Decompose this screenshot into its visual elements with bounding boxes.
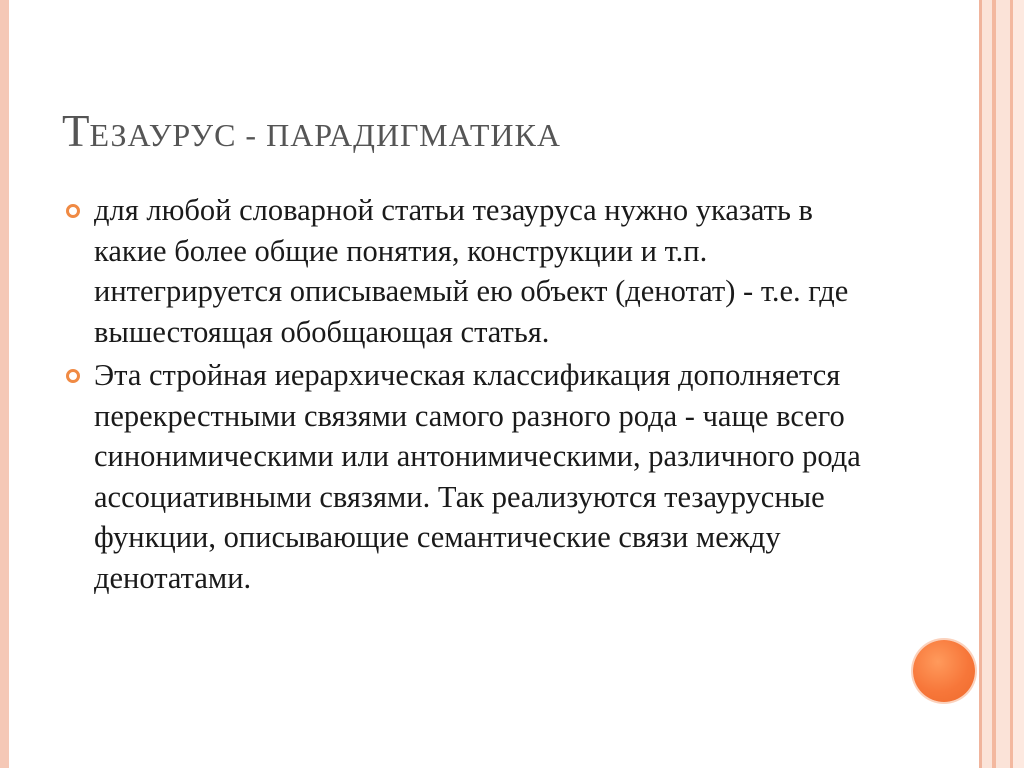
decorative-stripe	[1013, 0, 1024, 768]
slide-title-initial: Т	[62, 106, 90, 156]
ring-bullet-icon	[66, 369, 80, 383]
orange-circle-decoration	[913, 640, 975, 702]
slide-body	[62, 190, 882, 601]
bullet-text: Эта стройная иерархическая классификация дополняется перекрестными связями самого разного рода - чаще всего синонимическими или антонимическими, различного рода ассоциативными связями. Так реализуются тезаурусные функции, описывающие семантические связи между денотатами.	[94, 358, 861, 595]
decorative-stripe	[996, 0, 1010, 768]
bullet-item	[62, 355, 882, 598]
decorative-stripe	[982, 0, 992, 768]
ring-bullet-icon	[66, 204, 80, 218]
bullet-text: для любой словарной статьи тезауруса нужно указать в какие более общие понятия, конструкции и т.п. интегрируется описываемый ею объект (денотат) - т.е. где вышестоящая обобщающая статья.	[94, 193, 849, 349]
slide-title-rest: ЕЗАУРУС - ПАРАДИГМАТИКА	[89, 117, 561, 153]
slide-title	[62, 105, 942, 161]
bullet-item	[62, 190, 882, 352]
